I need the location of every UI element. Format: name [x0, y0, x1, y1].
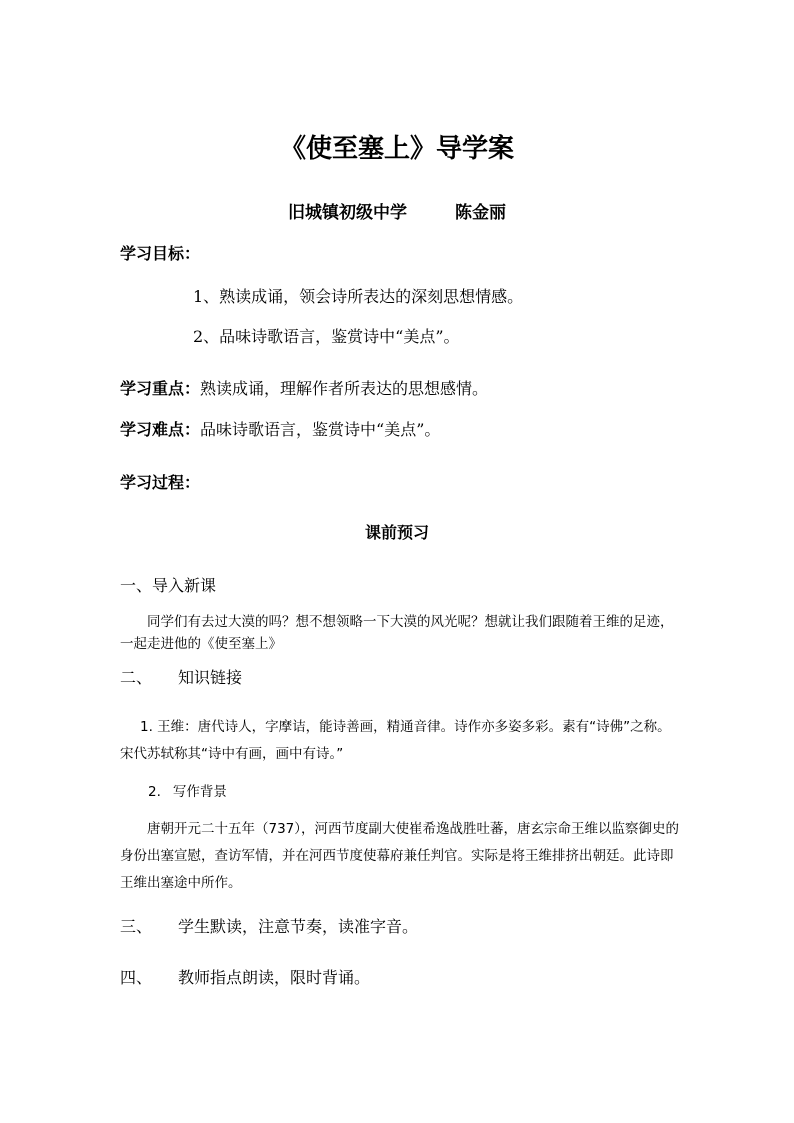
school-name: 旧城镇初级中学 — [288, 203, 407, 223]
section-1-heading: 一、导入新课 — [120, 576, 217, 595]
difficulty-label: 学习难点： — [120, 420, 201, 439]
objective-item-1: 1、熟读成诵，领会诗所表达的深刻思想情感。 — [193, 287, 524, 306]
section-4-number: 四、 — [120, 968, 153, 987]
knowledge-item-2 — [148, 780, 227, 800]
section-4-text: 教师指点朗读，限时背诵。 — [178, 968, 371, 987]
teacher-name: 陈金丽 — [455, 203, 506, 223]
key-point-label: 学习重点： — [120, 379, 201, 398]
section-3-text: 学生默读，注意节奏，读准字音。 — [178, 917, 419, 936]
section-2-title: 知识链接 — [178, 668, 243, 687]
section-2-number: 二、 — [120, 668, 153, 687]
document-title: 《使至塞上》导学案 — [279, 134, 514, 164]
process-heading: 学习过程： — [120, 473, 201, 492]
author-line — [0, 198, 794, 223]
section-4-line — [120, 965, 370, 988]
knowledge-item-1: 1. 王维：唐代诗人，字摩诘，能诗善画，精通音律。诗作亦多姿多彩。素有“诗佛”之称。宋代苏轼称其“诗中有画，画中有诗。” — [120, 719, 671, 762]
section-3-number: 三、 — [120, 917, 153, 936]
difficulty-text: 品味诗歌语言，鉴赏诗中“美点”。 — [200, 420, 441, 439]
knowledge-item-2-number: 2. — [148, 784, 161, 800]
section-2-heading — [120, 665, 242, 688]
objectives-heading: 学习目标： — [120, 244, 201, 263]
section-1-body: 同学们有去过大漠的吗？想不想领略一下大漠的风光呢？想就让我们跟随着王维的足迹，一起走进他的《使至塞上》 — [120, 614, 674, 652]
preview-heading: 课前预习 — [364, 523, 429, 542]
objective-item-2: 2、品味诗歌语言，鉴赏诗中“美点”。 — [193, 327, 460, 346]
difficulty-line — [120, 417, 440, 440]
background-paragraph: 唐朝开元二十五年（737），河西节度副大使崔希逸战胜吐蕃，唐玄宗命王维以监察御史的身份出塞宣慰，查访军情，并在河西节度使幕府兼任判官。实际是将王维排挤出朝廷。此诗即王维出塞途中所作。 — [120, 821, 680, 891]
knowledge-item-2-label: 写作背景 — [172, 784, 227, 800]
key-point-text: 熟读成诵，理解作者所表达的思想感情。 — [200, 379, 489, 398]
section-3-line — [120, 914, 418, 937]
key-point-line — [120, 376, 488, 399]
